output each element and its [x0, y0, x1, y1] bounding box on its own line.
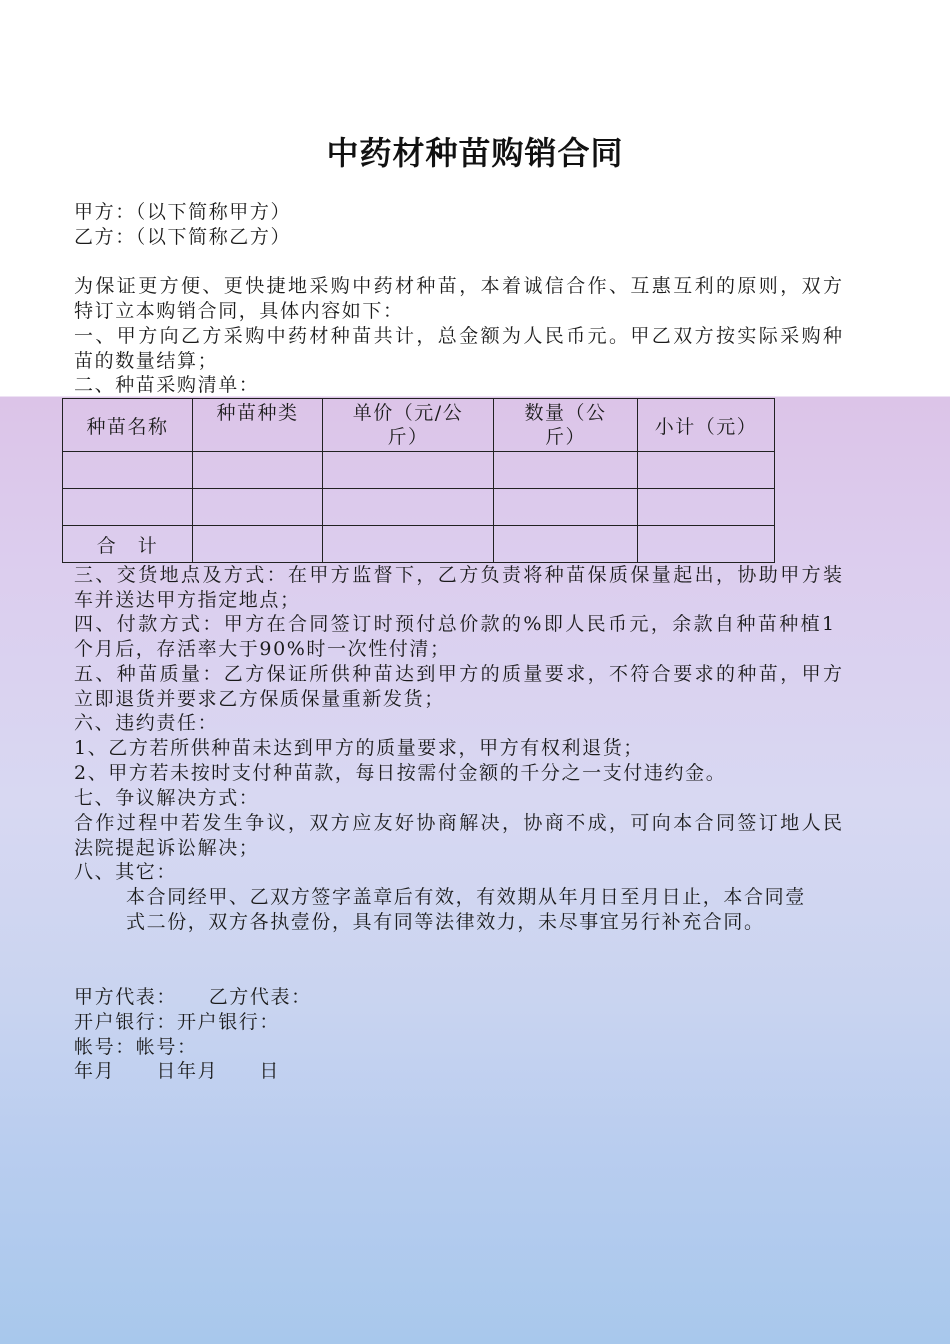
table-cell: [638, 489, 775, 526]
page-title: 中药材种苗购销合同: [326, 134, 624, 172]
table-cell: [494, 489, 638, 526]
intro-line-2: 特订立本购销合同，具体内容如下：: [74, 300, 404, 322]
party-b-line: 乙方：（以下简称乙方）: [74, 226, 292, 248]
party-a-line: 甲方：（以下简称甲方）: [74, 201, 292, 223]
header-unit-price-line-2: 斤）: [387, 426, 429, 448]
table-header-row: [63, 399, 775, 452]
header-subtotal: 小计（元）: [638, 399, 775, 452]
intro-line-1: 为保证更方便、更快捷地采购中药材种苗，本着诚信合作、互惠互利的原则，双方: [74, 275, 845, 297]
clause-7-line-1: 合作过程中若发生争议，双方应友好协商解决，协商不成，可向本合同签订地人民: [74, 812, 845, 834]
clause-8-line-2: 式二份，双方各执壹份，具有同等法律效力，未尽事宜另行补充合同。: [126, 911, 765, 933]
table-row: [63, 489, 775, 526]
table-cell: [494, 526, 638, 563]
signature-account: 帐号：帐号：: [74, 1036, 198, 1058]
signature-date: 年月 日年月 日: [74, 1060, 281, 1082]
table-cell: [323, 489, 494, 526]
clause-1-line-1: 一、甲方向乙方采购中药材种苗共计，总金额为人民币元。甲乙双方按实际采购种: [74, 325, 845, 347]
table-row: [63, 452, 775, 489]
table-cell: [323, 452, 494, 489]
clause-3-line-1: 三、交货地点及方式：在甲方监督下，乙方负责将种苗保质保量起出，协助甲方装: [74, 564, 845, 586]
clause-2-heading: 二、种苗采购清单：: [74, 374, 260, 396]
header-seedling-type: 种苗种类: [193, 399, 323, 452]
header-quantity: [494, 399, 638, 452]
clause-6-item-1: 1、乙方若所供种苗未达到甲方的质量要求，甲方有权利退货；: [74, 737, 644, 759]
table-cell: [638, 526, 775, 563]
signature-bank: 开户银行：开户银行：: [74, 1011, 281, 1033]
clause-4-line-2: 个月后，存活率大于90%时一次性付清；: [74, 638, 451, 660]
clause-6-heading: 六、违约责任：: [74, 712, 219, 734]
clause-3-line-2: 车并送达甲方指定地点；: [74, 589, 301, 611]
header-quantity-line-1: 数量（公: [524, 402, 607, 424]
signature-representatives: 甲方代表： 乙方代表：: [74, 986, 312, 1008]
header-seedling-name: 种苗名称: [63, 399, 193, 452]
clause-8-heading: 八、其它：: [74, 861, 178, 883]
clause-7-heading: 七、争议解决方式：: [74, 787, 260, 809]
clause-5-line-1: 五、种苗质量：乙方保证所供种苗达到甲方的质量要求，不符合要求的种苗，甲方: [74, 663, 845, 685]
table-cell: [63, 489, 193, 526]
table-cell: [193, 452, 323, 489]
total-label: 合 计: [63, 526, 193, 563]
header-unit-price-line-1: 单价（元/公: [352, 402, 464, 424]
table-cell: [193, 526, 323, 563]
table-cell: [638, 452, 775, 489]
clause-4-line-1: 四、付款方式：甲方在合同签订时预付总价款的%即人民币元，余款自种苗种植1: [74, 613, 837, 635]
seedling-purchase-table: [62, 398, 775, 563]
table-total-row: [63, 526, 775, 563]
table-cell: [323, 526, 494, 563]
table-cell: [193, 489, 323, 526]
table-cell: [494, 452, 638, 489]
clause-8-line-1: 本合同经甲、乙双方签字盖章后有效，有效期从年月日至月日止，本合同壹: [126, 886, 806, 908]
clause-1-line-2: 苗的数量结算；: [74, 350, 219, 372]
clause-6-item-2: 2、甲方若未按时支付种苗款，每日按需付金额的千分之一支付违约金。: [74, 762, 727, 784]
table-cell: [63, 452, 193, 489]
clause-7-line-2: 法院提起诉讼解决；: [74, 837, 260, 859]
clause-5-line-2: 立即退货并要求乙方保质保量重新发货；: [74, 688, 445, 710]
header-quantity-line-2: 斤）: [544, 426, 586, 448]
header-unit-price: [323, 399, 494, 452]
